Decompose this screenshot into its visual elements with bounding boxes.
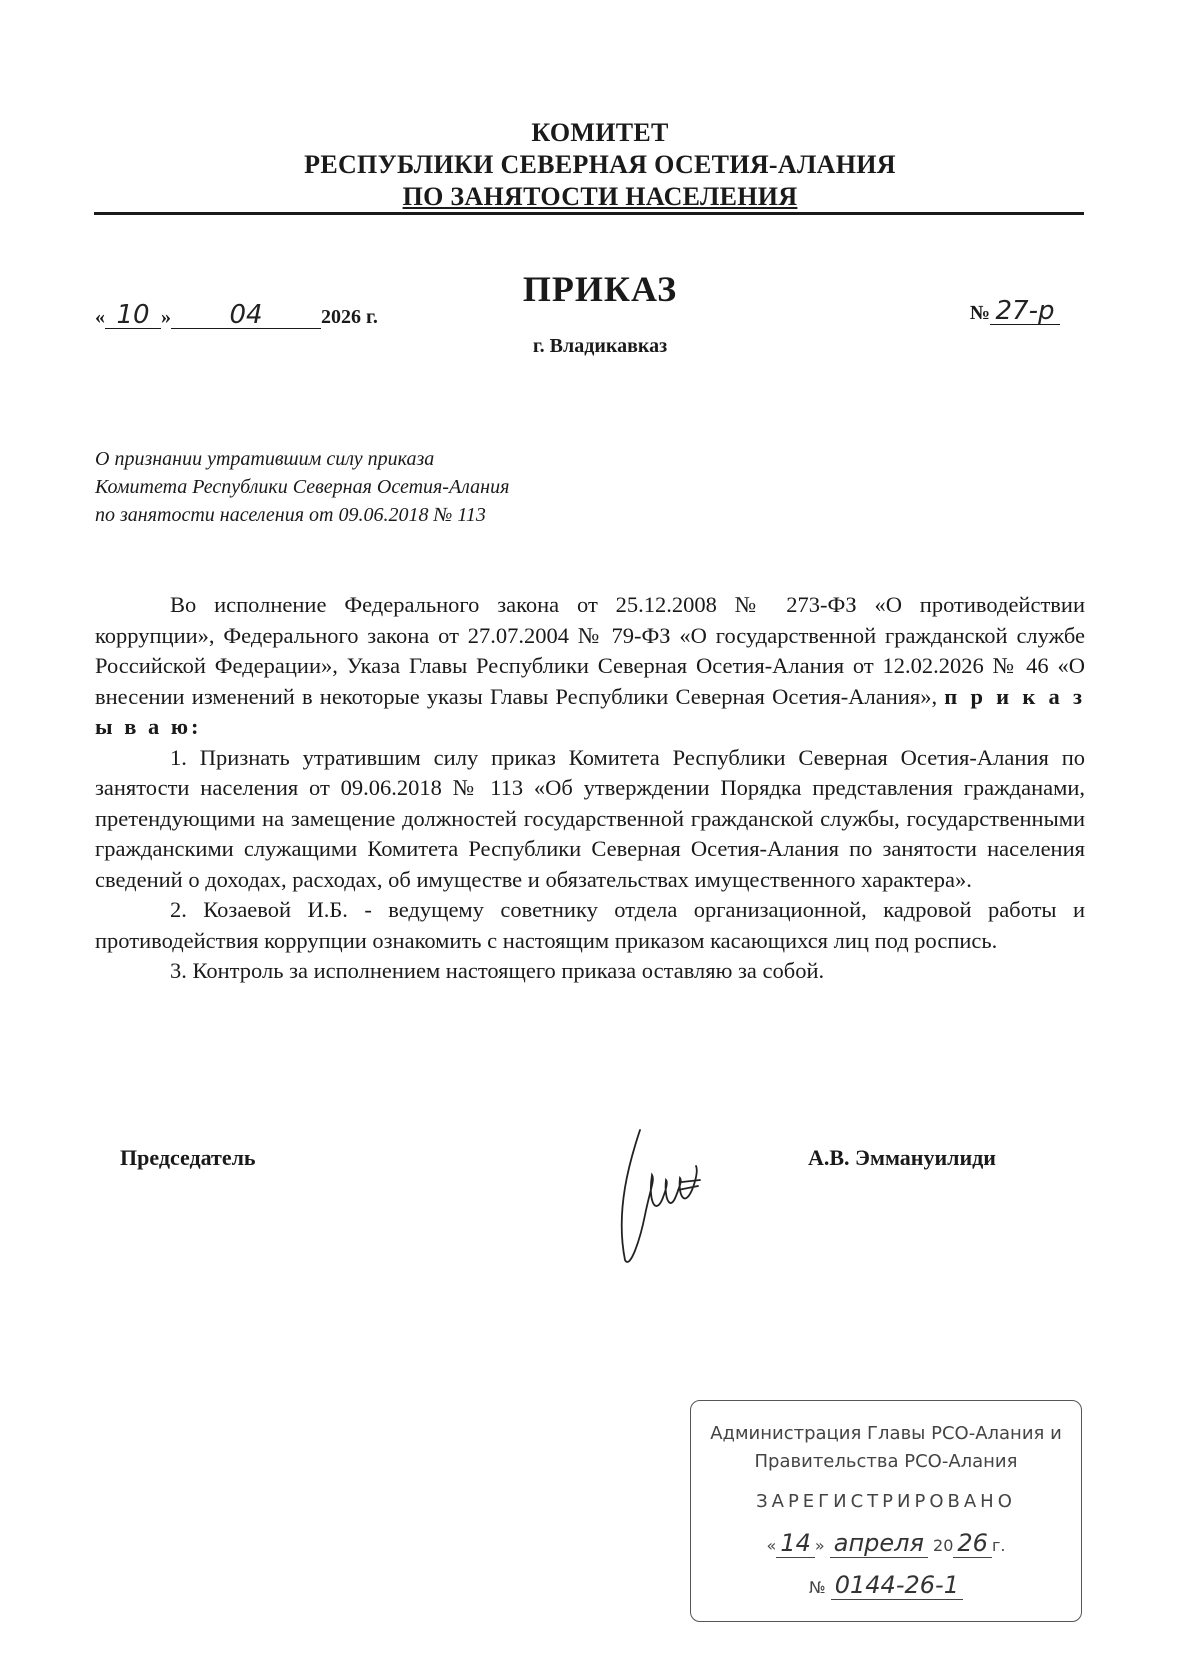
order-item-2: 2. Козаевой И.Б. - ведущему советнику отдела организационной, кадровой работы и противодействия коррупции ознакомить с настоящим приказом касающихся лиц под роспись. (95, 897, 1085, 953)
stamp-date-open: « (766, 1536, 777, 1555)
order-word: п р и к а з ы в а ю: (95, 683, 1086, 739)
date-close-quote: » (161, 306, 171, 328)
subject-line-3: по занятости населения от 09.06.2018 № 113 (95, 504, 486, 526)
date-day-handwritten: 10 (116, 300, 150, 330)
subject-line-1: О признании утратившим силу приказа (95, 448, 435, 470)
header-rule (94, 212, 1084, 215)
stamp-date-month: апреля (830, 1529, 928, 1558)
org-name-line-3: ПО ЗАНЯТОСТИ НАСЕЛЕНИЯ (402, 182, 798, 211)
subject-line-2: Комитета Республики Северная Осетия-Алания (95, 476, 510, 498)
order-item-3: 3. Контроль за исполнением настоящего приказа оставляю за собой. (170, 958, 825, 983)
stamp-registered: ЗАРЕГИСТРИРОВАНО (756, 1491, 1016, 1512)
stamp-date-suffix: г. (991, 1536, 1006, 1555)
document-city: г. Владикавказ (532, 335, 668, 357)
stamp-date (691, 1529, 1081, 1557)
stamp-number-prefix: № (809, 1578, 826, 1597)
stamp-date-close: » (814, 1536, 825, 1555)
document-body (95, 590, 1085, 987)
org-name-line-1: КОМИТЕТ (531, 118, 669, 147)
preamble-text: Во исполнение Федерального закона от 25.12.2008 № 273-ФЗ «О противодействии коррупции», Федерального закона от 27.07.2004 № 79-ФЗ «О государственной гражданской службе Российской Федерации», Указа Главы Республики Северная Осетия-Алания от 12.02.2026 № 46 «О внесении изменений в некоторые указы Главы Республики Северная Осетия-Алания», (95, 592, 1085, 709)
date-day-field (105, 300, 161, 330)
date-month-handwritten: 04 (229, 300, 263, 330)
order-item-1: 1. Признать утратившим силу приказ Комитета Республики Северная Осетия-Алания по занятости населения от 09.06.2018 № 113 «Об утверждении Порядка представления гражданами, претендующими на замещение должностей государственной гражданской службы, государственными гражданскими служащими Комитета Республики Северная Осетия-Алания по занятости населения сведений о доходах, расходах, об имуществе и обязательствах имущественного характера». (95, 744, 1085, 892)
stamp-line-1: Администрация Главы РСО-Алания и (710, 1423, 1062, 1444)
date-open-quote: « (95, 306, 105, 328)
handwritten-signature (600, 1120, 710, 1270)
document-date (95, 300, 378, 330)
registration-stamp (690, 1400, 1082, 1622)
stamp-date-year-prefix: 20 (933, 1536, 954, 1555)
document-subject (95, 445, 509, 529)
document-number (969, 296, 1060, 326)
stamp-line-2: Правительства РСО-Алания (754, 1451, 1018, 1472)
preamble-paragraph (95, 590, 1085, 743)
stamp-number-value: 0144-26-1 (831, 1571, 963, 1600)
signatory-name: А.В. Эммануилиди (808, 1145, 996, 1170)
date-year: 2026 г. (321, 306, 378, 328)
date-month-field (171, 300, 321, 330)
document-title: ПРИКАЗ (522, 269, 678, 309)
stamp-date-day: 14 (776, 1529, 815, 1558)
number-field (990, 296, 1060, 326)
number-prefix: № (969, 302, 990, 324)
stamp-date-year: 26 (953, 1529, 992, 1558)
number-handwritten: 27-р (995, 296, 1055, 326)
stamp-number (691, 1571, 1081, 1599)
signatory-role: Председатель (120, 1145, 256, 1170)
org-name-line-2: РЕСПУБЛИКИ СЕВЕРНАЯ ОСЕТИЯ-АЛАНИЯ (304, 150, 896, 179)
